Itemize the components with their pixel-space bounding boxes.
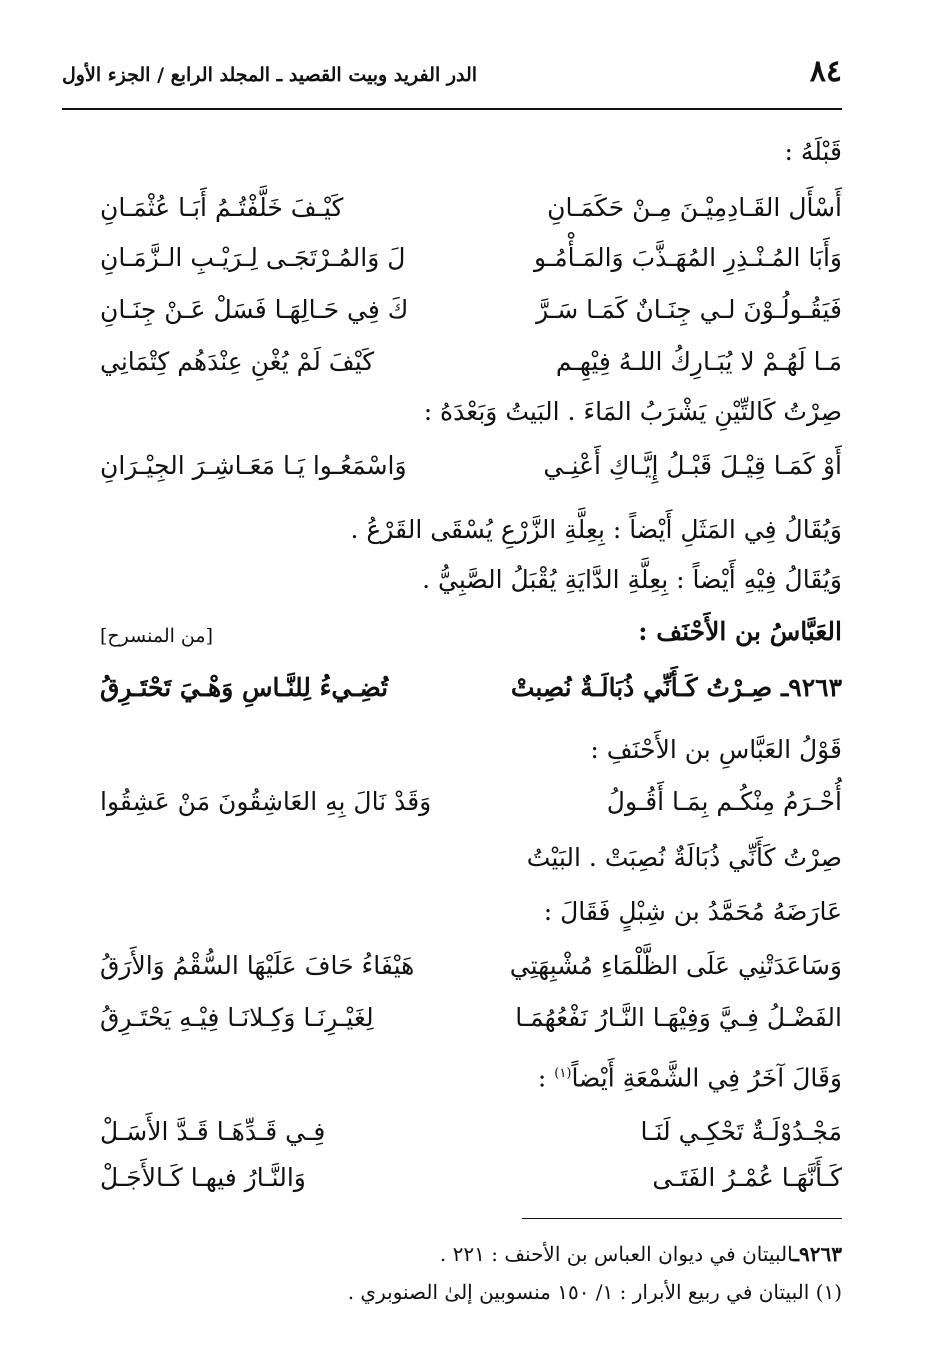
verse-couplet <box>100 288 842 332</box>
poet-heading: العَبَّاسُ بن الأَحْنَف : <box>638 617 842 646</box>
verse-first-hemistich: كَـأَنَّهَـا عُمْـرُ الفَتَـى <box>652 1163 842 1192</box>
text-line-end: : <box>537 1063 555 1093</box>
text-line: صِرْتُ كَأَنِّي ذُبَالَةٌ نُصِبَتْ . البَيْتُ <box>526 843 842 872</box>
proverb-line: وَيُقَالُ فِيْهِ أَيْضاً : بِعِلَّةِ الدَّايَةِ يُقْبَلُ الصَّبِيُّ . <box>422 565 842 594</box>
verse-first-hemistich: أُحْـرَمُ مِنْكُـم بِمَـا أَقُـولُ <box>606 787 842 816</box>
text-qablahu: قَبْلَهُ : <box>784 137 842 166</box>
verse-second-hemistich: كَ فِي حَـالِهَـا فَسَلْ عَـنْ جِنَـانِ <box>100 295 409 324</box>
verse-first-hemistich <box>511 666 842 710</box>
verse-first-hemistich: أَوْ كَمَـا قِيْـلَ قَبْـلُ إِيَّـاكِ أَعْنِـي <box>543 451 842 480</box>
verse-first-hemistich: أَسْأَل القَـادِمِيْـنَ مِـنْ حَكَمَـانِ <box>547 193 842 222</box>
footnote-ref[interactable]: (١) <box>554 1066 572 1081</box>
verse-couplet <box>100 996 842 1040</box>
text-line: صِرْتُ كَالتِّيْنِ يَشْرَبُ المَاءَ . البَيتُ وَبَعْدَهُ : <box>423 397 842 426</box>
verse-first-hemistich: مَجْـدُوْلَـةٌ تَحْكِـي لَنَـا <box>640 1117 842 1146</box>
verse-first-hemistich-text: صِـرْتُ كَـأَنِّي ذُبَالَـةٌ نُصِبتْ <box>510 673 773 702</box>
verse-second-hemistich: لَ وَالمُـرْتَجَـى لِـرَيْـبِ الـزَّمَـانِ <box>100 243 406 272</box>
verse-second-hemistich: هَيْفَاءُ حَافَ عَلَيْهَا السُّقْمُ وَالأَرَقُ <box>100 951 415 980</box>
footnote-lead: ٩٢٦٣ـ <box>793 1242 842 1266</box>
page-number: ٨٤ <box>809 54 842 89</box>
verse-second-hemistich: كَيْـفَ خَلَّفْتُـمُ أَبَـا عُثْمَـانِ <box>100 193 344 222</box>
footnote-text: البيتان في ديوان العباس بن الأحنف : ٢٢١ . <box>439 1242 794 1266</box>
verse-first-hemistich: الفَضْـلُ فِـيَّ وَفِيْهَـا النَّـارُ نَفْعُهُمَـا <box>515 1003 842 1032</box>
page-header <box>62 52 842 94</box>
verse-second-hemistich: فِـي قَـدِّهَـا قَـدَّ الأَسَـلْ <box>100 1117 326 1146</box>
verse-second-hemistich: وَالنَّـارُ فيهـا كَـالأَجَـلْ <box>100 1163 306 1192</box>
verse-number: ٩٢٦٣ـ <box>780 673 842 702</box>
verse-couplet <box>100 340 842 384</box>
verse-couplet <box>100 236 842 280</box>
proverb-line: وَيُقَالُ فِي المَثَلِ أَيْضاً : بِعِلَّةِ الزَّرْعِ يُسْقَى القَرْعُ . <box>350 515 842 544</box>
verse-first-hemistich: وَأَبَا المُـنْـذِرِ المُهَـذَّبَ وَالمَـأْمُـو <box>533 243 842 272</box>
verse-couplet <box>100 186 842 230</box>
text-line-body: وَقَالَ آخَرُ فِي الشَّمْعَةِ أَيْضاً <box>571 1063 842 1093</box>
header-rule <box>62 108 842 110</box>
verse-first-hemistich: وَسَاعَدَتْنِي عَلَى الظَّلْمَاءِ مُشْبِهَتِي <box>509 951 842 980</box>
running-title: الدر الفريد وبيت القصيد ـ المجلد الرابع / الجزء الأول <box>62 64 478 86</box>
verse-first-hemistich: مَـا لَهُـمْ لا يُبَـارِكُ اللـهُ فِيْهِـم <box>555 347 842 376</box>
verse-couplet <box>100 1156 842 1200</box>
verse-couplet <box>100 780 842 824</box>
footnote-2: (١) البيتان في ربيع الأبرار : ١/ ١٥٠ منسوبين إلىٰ الصنوبري . <box>347 1280 842 1304</box>
text-line: قَوْلُ العَبَّاسِ بن الأَحْنَفِ : <box>590 735 842 764</box>
main-verse <box>100 666 842 710</box>
footnote-1 <box>100 1238 842 1270</box>
verse-couplet <box>100 444 842 488</box>
verse-couplet <box>100 944 842 988</box>
verse-first-hemistich: فَيَقُـولُـوْنَ لـي جِنَـانٌ كَمَـا سَـرَّ <box>536 295 842 324</box>
verse-second-hemistich: كَيْفَ لَمْ يُغْنِ عِنْدَهُم كِتْمَانِي <box>100 347 375 376</box>
meter-label: [من المنسرح] <box>100 625 213 647</box>
verse-couplet <box>100 1110 842 1154</box>
verse-second-hemistich: وَاسْمَعُـوا يَـا مَعَـاشِـرَ الجِيْـرَانِ <box>100 451 407 480</box>
verse-second-hemistich: تُضِـيءُ لِلنَّـاسِ وَهْـيَ تَحْتَـرِقُ <box>100 673 389 702</box>
text-line: عَارَضَهُ مُحَمَّدُ بن شِبْلٍ فَقَالَ : <box>543 897 842 926</box>
verse-second-hemistich: وَقَدْ نَالَ بِهِ العَاشِقُونَ مَنْ عَشِقُوا <box>100 787 432 816</box>
text-line <box>100 1054 842 1098</box>
verse-second-hemistich: لِغَيْـرِنَـا وَكِـلانَـا فِيْـهِ يَحْتَـرِقُ <box>100 1003 374 1032</box>
footnote-rule <box>522 1218 842 1219</box>
